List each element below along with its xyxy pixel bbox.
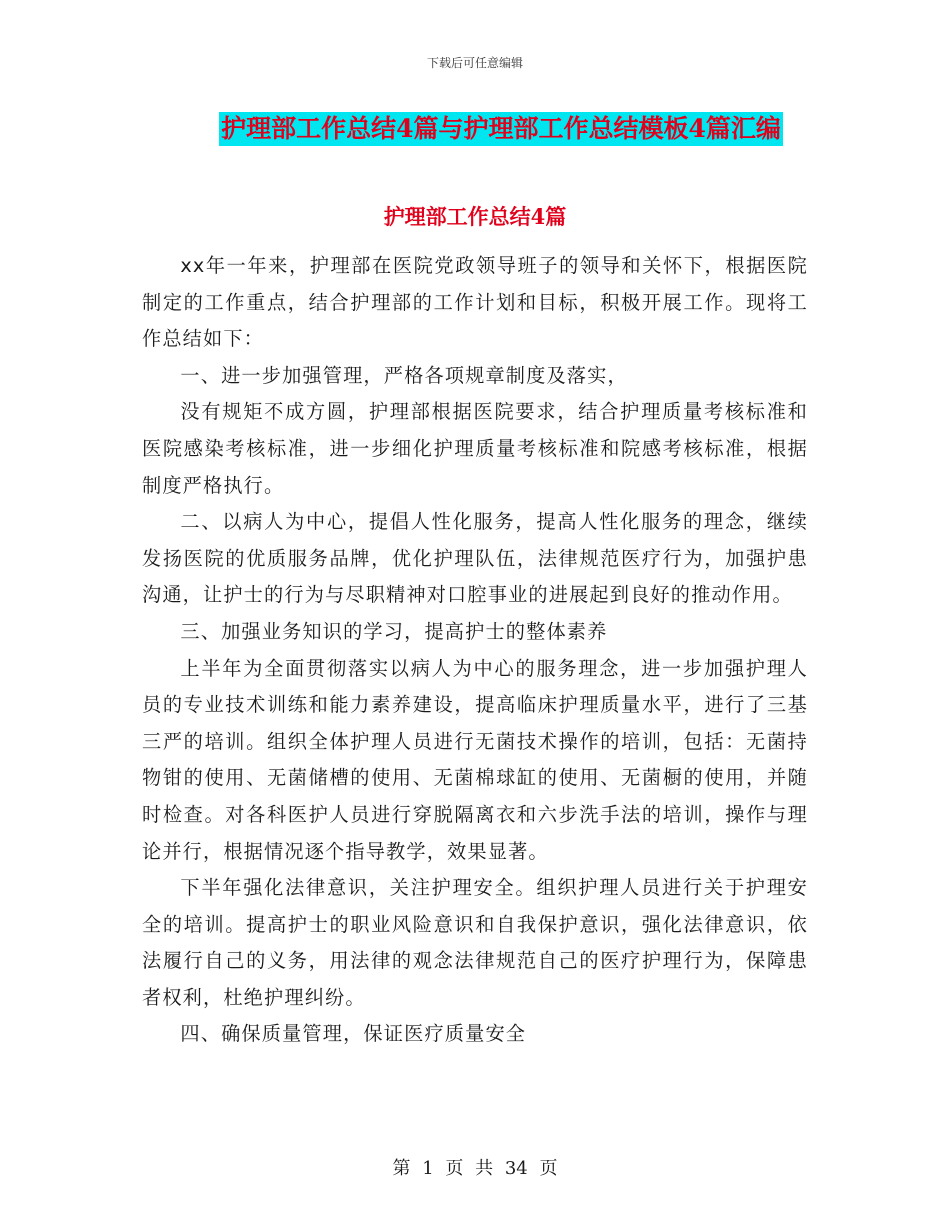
paragraph-heading-1: 一、进一步加强管理，严格各项规章制度及落实，: [180, 363, 628, 387]
section-title: 护理部工作总结4篇: [383, 204, 567, 229]
paragraph-first-half: 上半年为全面贯彻落实以病人为中心的服务理念，进一步加强护理人员的专业技术训练和能力素养建设，提高临床护理质量水平，进行了三基三严的培训。组织全体护理人员进行无菌技术操作的培训，包括：无菌持物钳的使用、无菌储槽的使用、无菌棉球缸的使用、无菌橱的使用，并随时检查。对各科医护人员进行穿脱隔离衣和六步洗手法的培训，操作与理论并行，根据情况逐个指导教学，效果显著。: [142, 656, 808, 863]
document-title: 护理部工作总结4篇与护理部工作总结模板4篇汇编: [219, 112, 783, 146]
paragraph-heading-3: 三、加强业务知识的学习，提高护士的整体素养: [180, 619, 608, 643]
document-title-container: [0, 112, 950, 146]
document-body: [142, 248, 808, 1053]
header-note: 下载后可任意编辑: [426, 56, 523, 70]
page-number-footer: 第 1 页 共 34 页: [392, 1158, 558, 1179]
paragraph-heading-2: 二、以病人为中心，提倡人性化服务，提高人性化服务的理念，继续发扬医院的优质服务品牌，优化护理队伍，法律规范医疗行为，加强护患沟通，让护士的行为与尽职精神对口腔事业的进展起到良好的推动作用。: [142, 510, 808, 607]
paragraph-intro: xx年一年来，护理部在医院党政领导班子的领导和关怀下，根据医院制定的工作重点，结合护理部的工作计划和目标，积极开展工作。现将工作总结如下：: [142, 254, 808, 351]
paragraph-heading-4: 四、确保质量管理，保证医疗质量安全: [180, 1022, 527, 1046]
paragraph-second-half: 下半年强化法律意识，关注护理安全。组织护理人员进行关于护理安全的培训。提高护士的职业风险意识和自我保护意识，强化法律意识，依法履行自己的义务，用法律的观念法律规范自己的医疗护理行为，保障患者权利，杜绝护理纠纷。: [142, 876, 808, 1009]
paragraph-rules: 没有规矩不成方圆，护理部根据医院要求，结合护理质量考核标准和医院感染考核标准，进一步细化护理质量考核标准和院感考核标准，根据制度严格执行。: [142, 400, 808, 497]
